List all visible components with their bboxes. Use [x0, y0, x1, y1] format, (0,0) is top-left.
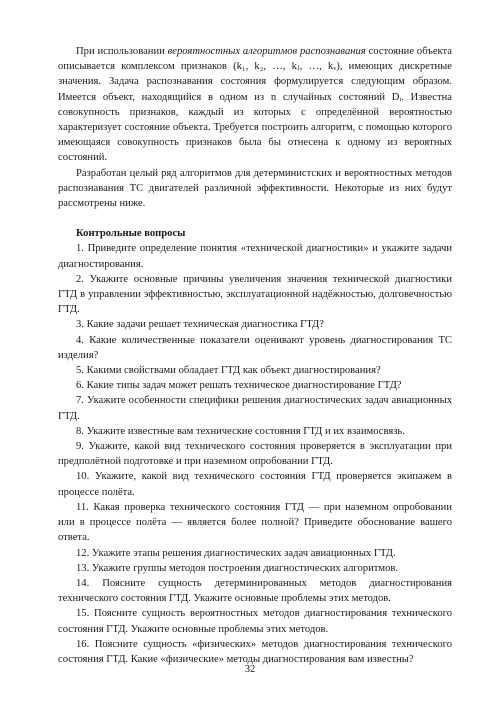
question-item: 10. Укажите, какой вид технического состояния ГТД проверяется экипажем в процессе полёта.: [58, 471, 452, 498]
intro-paragraph-2: Разработан целый ряд алгоритмов для детерминистских и вероятностных методов распознавания ТС двигателей различной эффективности. Некоторые из них будут рассмотрены ниже.: [58, 167, 452, 210]
intro-p1-lead: При использовании: [76, 46, 168, 57]
question-item: 3. Какие задачи решает техническая диагностика ГТД?: [76, 319, 324, 331]
question-item: 11. Какая проверка технического состояния ГТД — при наземном опробовании или в процессе полёта — является более полной? Приведите обоснование вашего ответа.: [58, 501, 452, 544]
page-number: 32: [244, 664, 256, 675]
question-item: 4. Какие количественные показатели оценивают уровень диагностирования ТС изделия?: [58, 334, 452, 361]
question-item: 1. Приведите определение понятия «технической диагностики» и укажите задачи диагностирования.: [58, 243, 452, 270]
question-item: 8. Укажите известные вам технические состояния ГТД и их взаимосвязь.: [76, 425, 405, 437]
page-content: [58, 44, 452, 667]
question-item: 9. Укажите, какой вид технического состояния проверяется в эксплуатации при предполётной подготовке и при наземном опробовании ГТД.: [58, 441, 452, 468]
question-item: 6. Какие типы задач может решать техническое диагностирование ГТД?: [76, 380, 402, 392]
section-spacer: [58, 211, 452, 226]
question-item: 12. Укажите этапы решения диагностических задач авиационных ГТД.: [76, 547, 396, 559]
question-item: 15. Поясните сущность вероятностных методов диагностирования технического состояния ГТД. Укажите основные проблемы этих методов.: [58, 608, 452, 635]
intro-p1-italic-term: вероятностных алгоритмов распознавания: [167, 46, 366, 57]
section-heading: Контрольные вопросы: [76, 228, 186, 240]
question-item: 7. Укажите особенности специфики решения диагностических задач авиационных ГТД.: [58, 395, 452, 422]
questions-list: [58, 241, 452, 667]
question-item: 2. Укажите основные причины увеличения значения технической диагностики ГТД в управлении эффективностью, эксплуатационной надёжностью, долговечностью ГТД.: [58, 273, 452, 316]
question-item: 14. Поясните сущность детерминированных методов диагностирования технического состояния ГТД. Укажите основные проблемы этих методов.: [58, 577, 452, 605]
question-item: 16. Поясните сущность «физических» методов диагностирования технического состояния ГТД. Какие «физические» методы диагностирования вам известны?: [58, 638, 452, 665]
question-item: 5. Какими свойствами обладает ГТД как объект диагностирования?: [76, 365, 381, 377]
intro-paragraph-1: [58, 44, 452, 166]
intro-p1-body: состояние объекта описывается комплексом признаков (k₁, k₂, …, kⱼ, …, kᵥ), имеющих дискретные значения. Задача распознавания состояния формулируется следующим образом. Имеется объект, находящийся в одном из n случайных состояний Dᵢ. Известна совокупность признаков, каждый из которых с определённой вероятностью характеризует состояние объекта. Требуется построить алгоритм, с помощью которого имеющаяся совокупность признаков была бы отнесена к одному из вероятных состояний.: [58, 46, 452, 164]
question-item: 13. Укажите группы методов построения диагностических алгоритмов.: [76, 562, 399, 574]
